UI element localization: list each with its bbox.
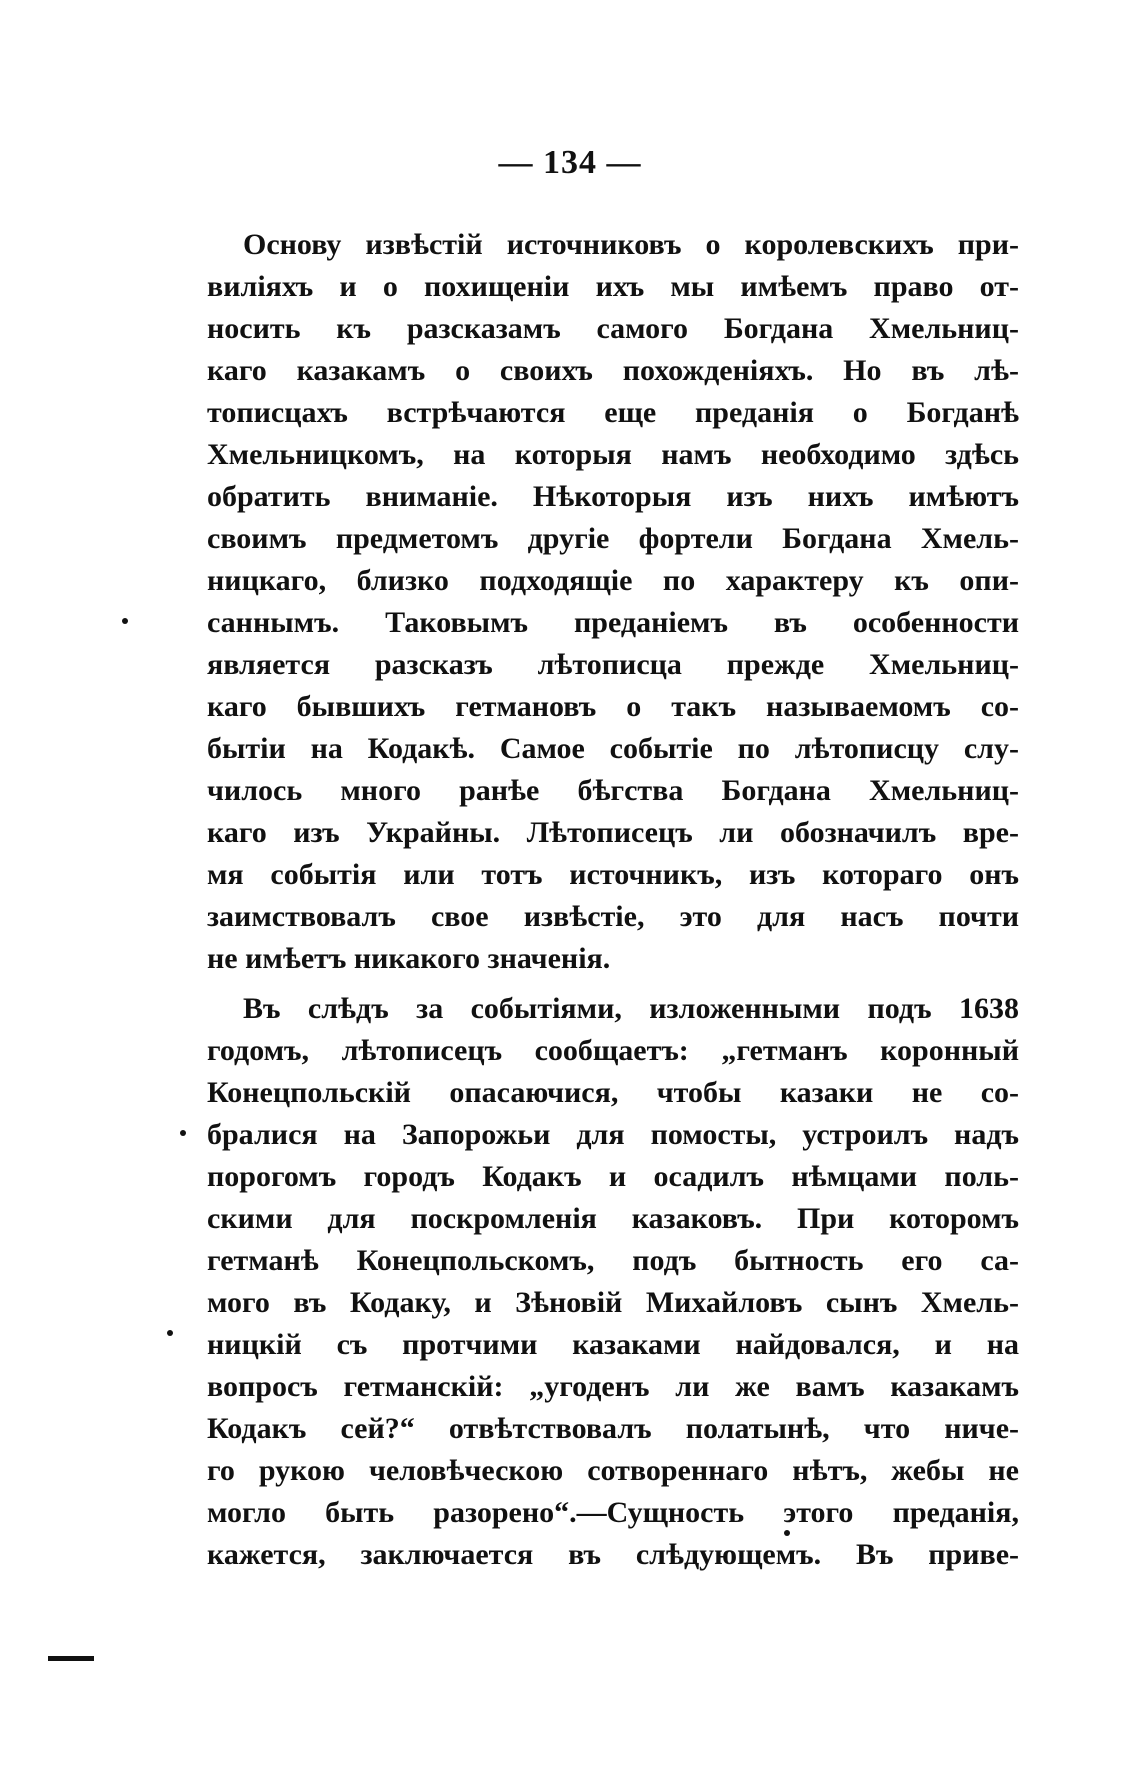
scan-dot (167, 1330, 173, 1336)
text-line: скими для поскромленія казаковъ. При которомъ (207, 1202, 1019, 1235)
text-line: го рукою человѣческою сотвореннаго нѣтъ, жебы не (207, 1454, 1019, 1487)
text-line: ницкій съ протчими казаками найдовался, и на (207, 1328, 1019, 1361)
scan-dot (122, 618, 128, 624)
paragraph-1 (207, 224, 1019, 980)
text-line: бытіи на Кодакѣ. Самое событіе по лѣтописцу слу- (207, 732, 1019, 765)
text-line: Кодакъ сей?“ отвѣтствовалъ полатынѣ, что ниче- (207, 1412, 1019, 1445)
paragraph-2 (207, 988, 1019, 1576)
text-line: гетманѣ Конецпольскомъ, подъ бытность его са- (207, 1244, 1019, 1277)
page-number: — 134 — (498, 144, 642, 181)
text-line: каго казакамъ о своихъ похожденіяхъ. Но въ лѣ- (207, 354, 1019, 387)
text-line: Основу извѣстій источниковъ о королевскихъ при- (243, 228, 1019, 261)
text-line: каго бывшихъ гетмановъ о такъ называемомъ со- (207, 690, 1019, 723)
scan-mark (48, 1656, 94, 1661)
text-line: кажется, заключается въ слѣдующемъ. Въ приве- (207, 1538, 1019, 1571)
text-line: не имѣетъ никакого значенія. (207, 942, 611, 975)
text-line: бралися на Запорожьи для помосты, устроилъ надъ (207, 1118, 1019, 1151)
text-line: Въ слѣдъ за событіями, изложенными подъ 1638 (243, 992, 1019, 1025)
text-line: своимъ предметомъ другіе фортели Богдана Хмель- (207, 522, 1019, 555)
text-line: чилось много ранѣе бѣгства Богдана Хмельниц- (207, 774, 1019, 807)
text-line: мого въ Кодаку, и Зѣновій Михайловъ сынъ Хмель- (207, 1286, 1019, 1319)
text-line: носить къ разсказамъ самого Богдана Хмельниц- (207, 312, 1019, 345)
text-line: мя событія или тотъ источникъ, изъ котораго онъ (207, 858, 1019, 891)
text-line: годомъ, лѣтописецъ сообщаетъ: „гетманъ коронный (207, 1034, 1019, 1067)
paragraph-gap (207, 980, 1019, 988)
scan-dot (180, 1130, 186, 1136)
scan-dot (784, 1530, 790, 1536)
body-text (207, 224, 1019, 1576)
text-line: могло быть разорено“.—Сущность этого преданія, (207, 1496, 1019, 1529)
text-line: обратить вниманіе. Нѣкоторыя изъ нихъ имѣютъ (207, 480, 1019, 513)
text-line: заимствовалъ свое извѣстіе, это для насъ почти (207, 900, 1019, 933)
text-line: порогомъ городъ Кодакъ и осадилъ нѣмцами поль- (207, 1160, 1019, 1193)
text-line: ницкаго, близко подходящіе по характеру къ опи- (207, 564, 1019, 597)
text-line: является разсказъ лѣтописца прежде Хмельниц- (207, 648, 1019, 681)
text-line: саннымъ. Таковымъ преданіемъ въ особенности (207, 606, 1019, 639)
text-line: виліяхъ и о похищеніи ихъ мы имѣемъ право от- (207, 270, 1019, 303)
text-line: Конецпольскій опасаючися, чтобы казаки не со- (207, 1076, 1019, 1109)
text-line: Хмельницкомъ, на которыя намъ необходимо здѣсь (207, 438, 1019, 471)
text-line: каго изъ Украйны. Лѣтописецъ ли обозначилъ вре- (207, 816, 1019, 849)
text-line: тописцахъ встрѣчаются еще преданія о Богданѣ (207, 396, 1019, 429)
text-line: вопросъ гетманскій: „угоденъ ли же вамъ казакамъ (207, 1370, 1019, 1403)
